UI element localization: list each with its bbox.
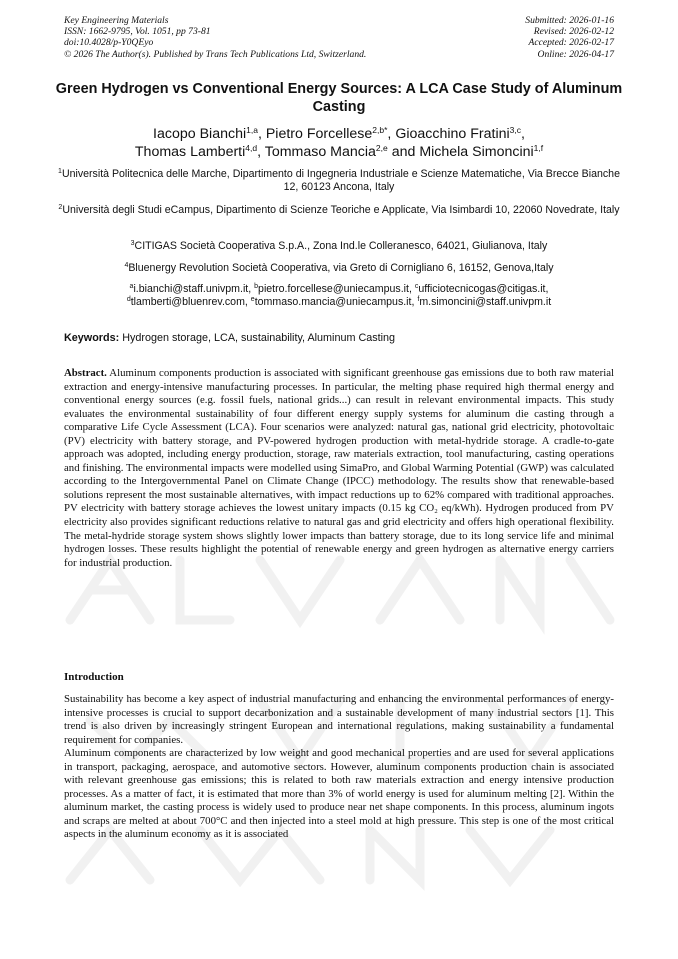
author-separator: , — [257, 126, 266, 142]
keywords-label: Keywords: — [64, 332, 120, 344]
author-separator: and — [387, 144, 420, 161]
author-affil-mark: 2,e — [375, 143, 388, 154]
author-affil-mark: 3,c — [509, 125, 521, 135]
author-list — [50, 125, 628, 161]
date-accepted: Accepted: 2026-02-17 — [528, 37, 614, 49]
author: Thomas Lamberti — [134, 144, 246, 161]
author: Pietro Forcellese — [265, 126, 373, 142]
email-mark: c — [414, 283, 419, 290]
introduction-body — [64, 693, 614, 842]
author-separator: , — [521, 126, 525, 142]
email-separator: , — [408, 283, 415, 295]
submission-dates — [525, 15, 614, 60]
date-revised: Revised: 2026-02-12 — [533, 26, 614, 38]
author: Gioacchino Fratini — [395, 126, 510, 142]
keywords — [64, 332, 614, 345]
abstract — [64, 367, 614, 570]
email-mark: b — [254, 283, 259, 290]
email-separator: , — [411, 296, 418, 309]
email-mark: a — [129, 283, 134, 290]
email-address[interactable]: i.bianchi@staff.univpm.it — [133, 283, 249, 295]
section-heading-introduction: Introduction — [64, 671, 124, 683]
email-mark: e — [250, 296, 255, 304]
affiliation-mark: 3 — [130, 240, 135, 247]
affiliation-3 — [56, 240, 622, 253]
affiliation-text: Università degli Studi eCampus, Dipartimento di Scienze Teoriche e Applicate, Via Isimbardi 10, 22060 Novedrate, Italy — [62, 204, 620, 216]
affiliation-text: CITIGAS Società Cooperativa S.p.A., Zona Ind.le Colleranesco, 64021, Giulianova, Italy — [134, 240, 548, 252]
author-affil-mark: 1,f — [533, 143, 544, 154]
email-address[interactable]: m.simoncini@staff.univpm.it — [419, 296, 552, 309]
affiliation-mark: 4 — [124, 262, 129, 269]
paper-title: Green Hydrogen vs Conventional Energy Sources: A LCA Case Study of Aluminum Casting — [55, 81, 623, 115]
email-mark: d — [126, 296, 131, 304]
affiliation-1 — [56, 168, 622, 195]
journal-copyright: © 2026 The Author(s). Published by Trans Tech Publications Ltd, Switzerland. — [64, 48, 367, 60]
affiliation-text: Bluenergy Revolution Società Cooperativa, via Greto di Cornigliano 6, 16152, Genova,Italy — [128, 262, 554, 274]
author: Tommaso Mancia — [264, 144, 376, 161]
email-address[interactable]: pietro.forcellese@uniecampus.it — [258, 283, 409, 295]
paragraph: Sustainability has become a key aspect of industrial manufacturing and enhancing the environmental performances of energy-intensive processes is crucial to support decarbonization and a sustainable development of many industrial sectors [1]. This trend is also driven by increasingly stringent European and international regulations, making sustainability a fundamental requirement for companies. — [64, 693, 614, 746]
author-affil-mark: 1,a — [246, 125, 258, 135]
author: Michela Simoncini — [419, 144, 534, 161]
journal-issn: ISSN: 1662-9795, Vol. 1051, pp 73-81 — [64, 26, 211, 38]
author-emails — [56, 283, 622, 310]
author-affil-mark: 4,d — [245, 143, 258, 154]
keywords-text: Hydrogen storage, LCA, sustainability, Aluminum Casting — [119, 332, 396, 344]
author-separator: , — [257, 144, 265, 161]
email-address[interactable]: tlamberti@bluenrev.com — [130, 296, 245, 309]
affiliation-2 — [56, 204, 622, 217]
abstract-label: Abstract. — [64, 367, 107, 379]
email-separator: , — [244, 296, 251, 309]
paragraph: Aluminum components are characterized by low weight and good mechanical properties and are used for several applications in transport, packaging, aerospace, and automotive sectors. However, aluminum components production chain is associated with relevant greenhouse gas emissions; this is related to both raw materials extraction and energy intensive production processes. As a matter of fact, it is estimated that more than 3% of world energy is used for aluminum melting [2]. Within the aluminum market, the casting process is widely used to produce near net shape components. In this process, aluminum ingots and scraps are melted at about 700°C and then injected into a steel mold at high pressure. This step is one of the most critical aspects in the aluminum economy as it is associated — [64, 747, 614, 841]
author-affil-mark: 2,b* — [372, 125, 388, 135]
journal-info — [64, 15, 366, 60]
email-separator: , — [248, 283, 255, 295]
affiliation-mark: 1 — [58, 168, 62, 175]
email-address[interactable]: tommaso.mancia@uniecampus.it — [254, 296, 412, 309]
author-separator: , — [387, 126, 396, 142]
email-separator: , — [545, 283, 549, 295]
journal-doi: doi:10.4028/p-Y0QEyo — [64, 37, 154, 49]
affiliation-text: Università Politecnica delle Marche, Dipartimento di Ingegneria Industriale e Scienze Matematiche, Via Brecce Bianche 12, 60123 Ancona, Italy — [61, 168, 620, 194]
date-submitted: Submitted: 2026-01-16 — [525, 15, 614, 26]
abstract-text: Aluminum components production is associated with significant greenhouse gas emissions due to both raw material extraction and energy-intensive manufacturing processes. In particular, the melting phase required high thermal energy and conventional energy sources (e.g. fossil fuels, national grids...) can result in relevant environmental impacts. This study evaluates the environmental sustainability of four different energy supply systems for aluminum die casting through a comparative Life Cycle Assessment (LCA). Four scenarios were analyzed: natural gas, national grid electricity, photovoltaic (PV) electricity with battery storage, and PV-powered hydrogen production with metal-hydride storage. A cradle-to-gate approach was adopted, including energy production, storage, raw materials extraction, tool manufacturing, casting operations and finishing. The environmental impacts were modelled using SimaPro, and Global Warming Potential (GWP) was calculated according to the Intergovernmental Panel on Climate Change (IPCC) methodology. The results show that renewable-based solutions represent the most sustainable alternatives, with impact reductions up to 62% compared with traditional approaches. PV electricity with battery storage achieves the lowest unitary impacts (0.15 kg CO₂ eq/kWh). Hydrogen produced from PV electricity also provides significant reductions relative to natural gas and grid electricity and offers high operational flexibility. The metal-hydride storage system shows slightly lower impacts than battery storage, due to its long service life and minimal hydrogen losses. These results highlight the potential of renewable energy and green hydrogen as alternative energy carriers for industrial production. — [64, 367, 614, 569]
journal-name: Key Engineering Materials — [64, 15, 169, 26]
email-mark: f — [417, 296, 420, 304]
affiliation-4 — [56, 262, 622, 275]
email-address[interactable]: ufficiotecnicogas@citigas.it — [418, 283, 546, 295]
date-online: Online: 2026-04-17 — [537, 48, 614, 60]
author: Iacopo Bianchi — [153, 126, 247, 142]
affiliation-mark: 2 — [58, 204, 63, 211]
